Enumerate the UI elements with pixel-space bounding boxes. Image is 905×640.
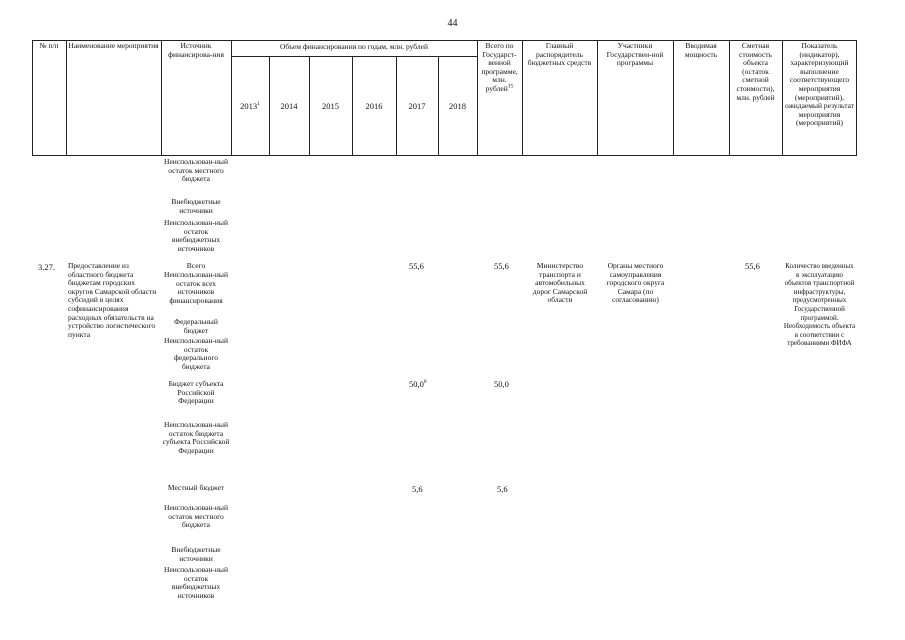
source-total-label: Всего	[186, 261, 206, 270]
years-subheader-border	[231, 56, 477, 57]
col-divider	[477, 40, 478, 156]
col-divider	[856, 40, 857, 156]
header-indicator: Показатель (индикатор), характеризующий выполнение соответствующего мероприятия (мероприятий), ожидаемый результат мероприятия (мероприятий)	[785, 41, 854, 128]
total-2017-value: 55,6	[409, 261, 424, 271]
row-number: 3.27.	[38, 262, 55, 272]
header-year-2018: 2018	[449, 101, 466, 111]
header-year-2014: 2014	[280, 101, 298, 111]
source-unused-federal: Неиспользован-ный остаток федерального бюджета	[164, 336, 228, 371]
total-all-value: 55,6	[494, 261, 509, 271]
source-unused-extrabudget-prev: Неиспользован-ный остаток внебюджетных источников	[164, 218, 228, 253]
col-divider	[231, 40, 232, 156]
row-indicator: Количество введенных в эксплуатацию объектов транспортной инфраструктуры, предусмотренных Государственной программой. Необходимость объекта в соответствии с требованиями ФИФА	[783, 262, 856, 348]
source-unused-regional: Неиспользован-ный остаток бюджета субъекта Российской Федерации	[162, 420, 230, 455]
local-total-value: 5,6	[497, 484, 508, 494]
col-divider	[597, 40, 598, 156]
header-capacity: Вводимая мощность	[684, 41, 718, 59]
header-bottom-border	[32, 155, 856, 156]
source-extrabudget-prev: Внебюджетные источники	[171, 197, 221, 215]
col-divider	[782, 40, 783, 156]
col-divider	[66, 40, 67, 156]
header-num: № п/п	[39, 41, 59, 50]
source-unused-local-prev: Неиспользован-ный остаток местного бюджета	[164, 157, 228, 184]
header-estimated-cost: Сметная стоимость объекта (остаток сметной стоимости), млн. рублей	[736, 41, 775, 102]
regional-2017-value: 50,0$^8$	[409, 379, 427, 389]
source-unused-all: Неиспользован-ный остаток всех источников финансирования	[164, 270, 228, 305]
header-main-manager: Главный распорядитель бюджетных средств	[527, 41, 592, 68]
header-year-2016: 2016	[365, 101, 383, 111]
local-2017-value: 5,6	[412, 484, 423, 494]
page-number: 44	[447, 18, 458, 29]
source-extrabudget: Внебюджетные источники	[171, 545, 221, 563]
col-divider	[161, 40, 162, 156]
col-divider	[32, 40, 33, 156]
regional-total-value: 50,0	[494, 379, 509, 389]
row-participants: Органы местного самоуправления городского округа Самара (по согласованию)	[606, 261, 665, 305]
header-year-2013: 2013$^1$	[240, 101, 260, 111]
source-regional: Бюджет субъекта Российской Федерации	[168, 379, 224, 406]
source-federal: Федеральный бюджет	[174, 317, 218, 335]
row-estimated-cost: 55,6	[745, 261, 760, 271]
header-year-2017: 2017	[408, 101, 426, 111]
col-divider	[522, 40, 523, 156]
col-divider	[673, 40, 674, 156]
header-year-2015: 2015	[322, 101, 339, 111]
header-participants: Участники Государствен-ной программы	[606, 41, 664, 68]
header-funding: Объем финансирования по годам, млн. рублей	[279, 42, 429, 51]
source-unused-extrabudget: Неиспользован-ный остаток внебюджетных источников	[164, 565, 228, 600]
source-unused-local: Неиспользован-ный остаток местного бюджета	[164, 503, 228, 530]
header-total: Всего по Государст-венной программе, млн. рублей$^{15}$	[481, 41, 518, 93]
header-source: Источник финансирова-ния	[168, 41, 224, 59]
row-main-manager: Министерство транспорта и автомобильных дорог Самарской области	[532, 261, 588, 305]
header-name: Наименование мероприятия	[68, 41, 159, 50]
source-local: Местный бюджет	[167, 483, 225, 492]
row-name: Предоставление из областного бюджета бюджетам городских округов Самарской области субсидий в целях софинансирования расходных обязательств на устройство логистического пункта	[68, 261, 157, 339]
